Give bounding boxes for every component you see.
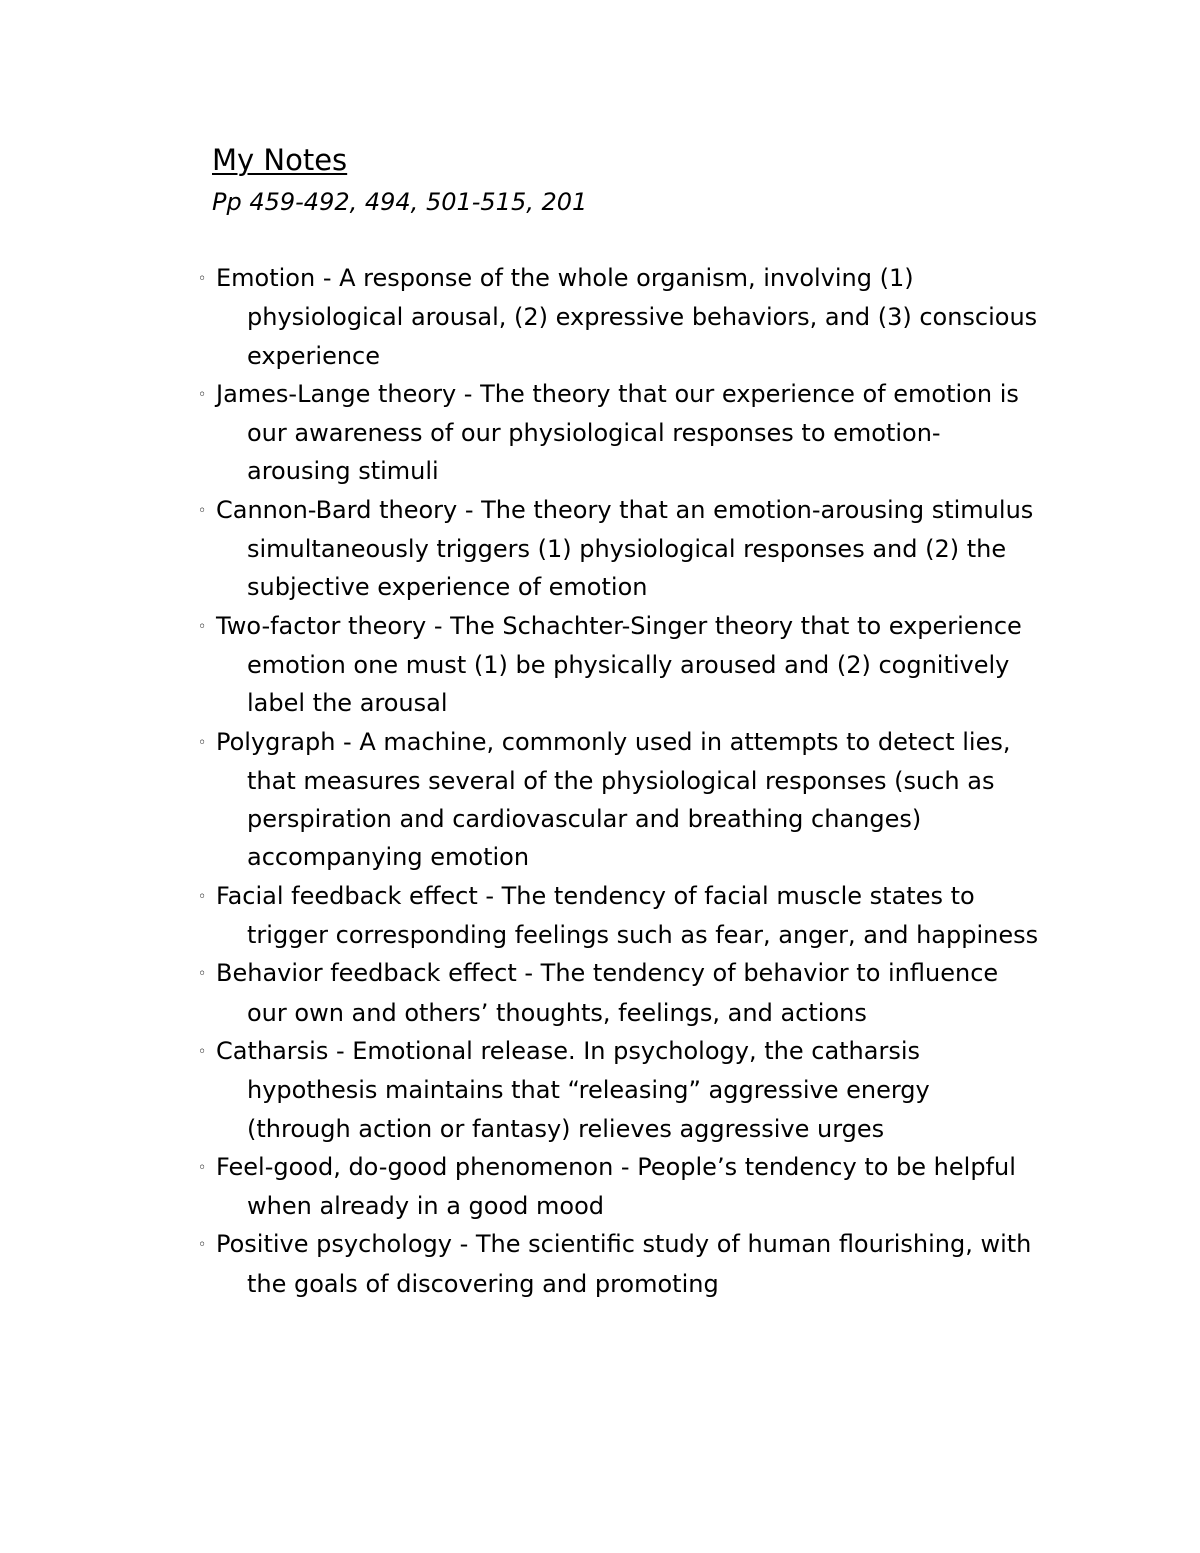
note-text: Emotion - A response of the whole organism, involving (1) physiological arousal, (2) expressive behaviors, and (3) conscious experience (216, 264, 1038, 370)
bullet-icon: ◦ (198, 734, 207, 751)
list-item (180, 491, 1040, 607)
bullet-icon: ◦ (198, 386, 207, 403)
note-text: Cannon-Bard theory - The theory that an emotion-arousing stimulus simultaneously triggers (1) physiological responses and (2) the subjective experience of emotion (216, 495, 1034, 602)
notes-list (180, 259, 1040, 1303)
list-item (180, 375, 1040, 491)
list-item (180, 1032, 1040, 1148)
bullet-icon: ◦ (198, 966, 207, 983)
note-text: Positive psychology - The scientific study of human flourishing, with the goals of discovering and promoting (216, 1230, 1032, 1298)
note-text: Polygraph - A machine, commonly used in attempts to detect lies, that measures several of the physiological responses (such as perspiration and cardiovascular and breathing changes) accompanying emotion (216, 727, 1011, 872)
list-item (180, 723, 1040, 877)
note-text: Catharsis - Emotional release. In psychology, the catharsis hypothesis maintains that “releasing” aggressive energy (through action or fantasy) relieves aggressive urges (216, 1036, 930, 1143)
list-item (180, 1148, 1040, 1226)
list-item (180, 954, 1040, 1032)
note-text: Facial feedback effect - The tendency of facial muscle states to trigger corresponding feelings such as fear, anger, and happiness (216, 881, 1039, 950)
bullet-icon: ◦ (198, 1043, 207, 1060)
note-text: Feel-good, do-good phenomenon - People’s tendency to be helpful when already in a good mood (216, 1152, 1016, 1221)
list-item (180, 259, 1040, 375)
bullet-icon: ◦ (198, 271, 207, 287)
note-text: Two-factor theory - The Schachter-Singer theory that to experience emotion one must (1) be physically aroused and (2) cognitively label the arousal (216, 611, 1022, 718)
bullet-icon: ◦ (198, 1159, 207, 1176)
bullet-icon: ◦ (198, 618, 207, 635)
note-text: Behavior feedback effect - The tendency of behavior to influence our own and others’ thoughts, feelings, and actions (216, 959, 999, 1027)
bullet-icon: ◦ (198, 888, 207, 905)
bullet-icon: ◦ (198, 1237, 207, 1254)
page-title: My Notes (212, 143, 348, 177)
list-item (180, 877, 1040, 955)
bullet-icon: ◦ (198, 502, 207, 519)
page-range: Pp 459-492, 494, 501-515, 201 (212, 188, 588, 216)
list-item (180, 607, 1040, 723)
note-text: James-Lange theory - The theory that our experience of emotion is our awareness of our physiological responses to emotion-arousing stimuli (216, 379, 1019, 486)
list-item (180, 1225, 1040, 1303)
